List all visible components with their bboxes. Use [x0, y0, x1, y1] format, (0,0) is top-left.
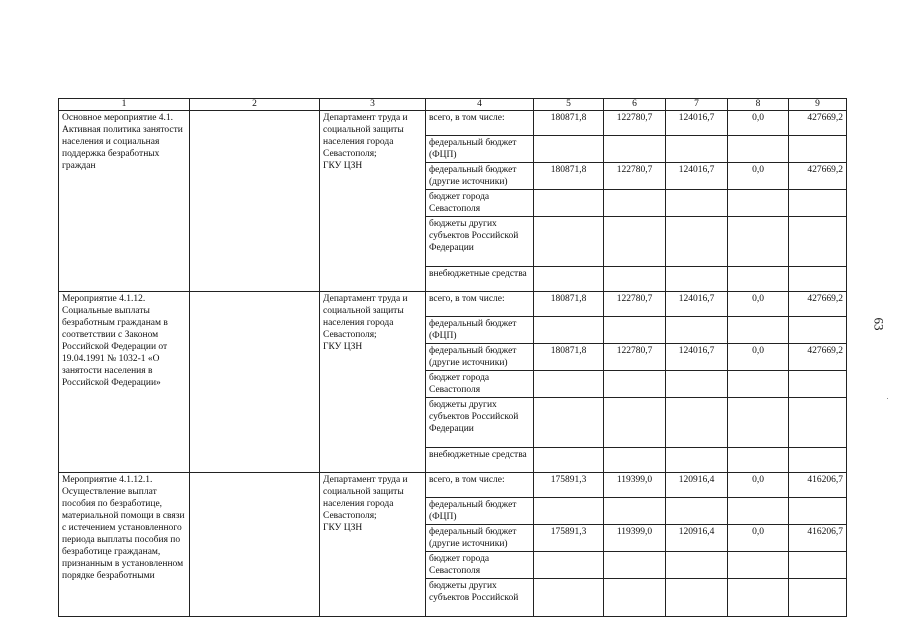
funding-source-cell: бюджет города Севастополя: [426, 371, 534, 398]
amount-cell-v9: [789, 217, 847, 267]
amount-cell-v9: [789, 448, 847, 473]
amount-cell-v5: [534, 317, 604, 344]
amount-cell-v8: [728, 317, 789, 344]
amount-cell-v6: 119399,0: [604, 473, 666, 498]
activity-cell: Мероприятие 4.1.12.1. Осуществление выплат пособия по безработице, материальной помощи в связи с истечением установленного периода выплаты пособия по безработице гражданам, признанным в установленном порядке безработными: [59, 473, 190, 617]
amount-cell-v6: [604, 498, 666, 525]
activity-cell: Мероприятие 4.1.12. Социальные выплаты безработным гражданам в соответствии с Законом Российской Федерации от 19.04.1991 № 1032-1 «О занятости населения в Российской Федерации»: [59, 292, 190, 473]
amount-cell-v5: [534, 267, 604, 292]
amount-cell-v9: 427669,2: [789, 344, 847, 371]
amount-cell-v9: [789, 317, 847, 344]
amount-cell-v8: [728, 448, 789, 473]
amount-cell-v6: [604, 371, 666, 398]
column-header: 6: [604, 99, 666, 111]
funding-source-cell: федеральный бюджет (другие источники): [426, 344, 534, 371]
amount-cell-v6: [604, 552, 666, 579]
amount-cell-v5: [534, 371, 604, 398]
amount-cell-v6: [604, 190, 666, 217]
table-row: [59, 292, 847, 317]
amount-cell-v8: 0,0: [728, 344, 789, 371]
amount-cell-v7: 124016,7: [666, 344, 728, 371]
amount-cell-v7: [666, 498, 728, 525]
amount-cell-v6: 122780,7: [604, 163, 666, 190]
amount-cell-v9: [789, 552, 847, 579]
funding-source-cell: всего, в том числе:: [426, 473, 534, 498]
amount-cell-v7: [666, 317, 728, 344]
table-row: [59, 473, 847, 498]
funding-source-cell: бюджеты других субъектов Российской Федерации: [426, 217, 534, 267]
budget-table: [58, 98, 847, 617]
column-header: 8: [728, 99, 789, 111]
amount-cell-v9: [789, 498, 847, 525]
amount-cell-v6: [604, 317, 666, 344]
funding-source-cell: федеральный бюджет (ФЦП): [426, 498, 534, 525]
column-header: 4: [426, 99, 534, 111]
amount-cell-v8: 0,0: [728, 163, 789, 190]
amount-cell-v7: [666, 371, 728, 398]
amount-cell-v9: [789, 398, 847, 448]
amount-cell-v5: 180871,8: [534, 344, 604, 371]
column-header: 9: [789, 99, 847, 111]
amount-cell-v6: [604, 136, 666, 163]
column-header: 3: [320, 99, 426, 111]
funding-source-cell: федеральный бюджет (другие источники): [426, 163, 534, 190]
funding-source-cell: внебюджетные средства: [426, 448, 534, 473]
column-header: 5: [534, 99, 604, 111]
amount-cell-v7: [666, 448, 728, 473]
amount-cell-v8: [728, 371, 789, 398]
column-2-cell: [190, 473, 320, 617]
amount-cell-v5: 175891,3: [534, 525, 604, 552]
amount-cell-v7: 124016,7: [666, 111, 728, 136]
column-header: 2: [190, 99, 320, 111]
amount-cell-v8: [728, 190, 789, 217]
amount-cell-v5: [534, 498, 604, 525]
executor-cell: Департамент труда и социальной защиты населения города Севастополя; ГКУ ЦЗН: [320, 473, 426, 617]
amount-cell-v9: [789, 267, 847, 292]
amount-cell-v7: [666, 136, 728, 163]
column-2-cell: [190, 111, 320, 292]
amount-cell-v7: [666, 190, 728, 217]
amount-cell-v6: 119399,0: [604, 525, 666, 552]
column-header: 7: [666, 99, 728, 111]
page-number: 63: [871, 317, 887, 331]
amount-cell-v6: [604, 267, 666, 292]
amount-cell-v8: [728, 267, 789, 292]
amount-cell-v5: [534, 217, 604, 267]
amount-cell-v7: [666, 398, 728, 448]
amount-cell-v7: 124016,7: [666, 292, 728, 317]
column-2-cell: [190, 292, 320, 473]
amount-cell-v9: [789, 579, 847, 617]
amount-cell-v8: 0,0: [728, 111, 789, 136]
funding-source-cell: всего, в том числе:: [426, 292, 534, 317]
amount-cell-v5: [534, 136, 604, 163]
funding-source-cell: федеральный бюджет (ФЦП): [426, 317, 534, 344]
amount-cell-v7: [666, 552, 728, 579]
amount-cell-v6: [604, 448, 666, 473]
executor-cell: Департамент труда и социальной защиты населения города Севастополя; ГКУ ЦЗН: [320, 292, 426, 473]
amount-cell-v8: 0,0: [728, 292, 789, 317]
amount-cell-v9: [789, 190, 847, 217]
amount-cell-v9: 427669,2: [789, 111, 847, 136]
amount-cell-v8: [728, 552, 789, 579]
amount-cell-v9: 416206,7: [789, 525, 847, 552]
amount-cell-v8: [728, 579, 789, 617]
amount-cell-v7: 120916,4: [666, 525, 728, 552]
amount-cell-v7: [666, 267, 728, 292]
amount-cell-v5: 175891,3: [534, 473, 604, 498]
amount-cell-v9: 416206,7: [789, 473, 847, 498]
amount-cell-v8: 0,0: [728, 525, 789, 552]
amount-cell-v9: [789, 371, 847, 398]
amount-cell-v9: 427669,2: [789, 163, 847, 190]
funding-source-cell: бюджет города Севастополя: [426, 552, 534, 579]
amount-cell-v8: [728, 398, 789, 448]
amount-cell-v7: [666, 579, 728, 617]
amount-cell-v8: 0,0: [728, 473, 789, 498]
executor-cell: Департамент труда и социальной защиты населения города Севастополя; ГКУ ЦЗН: [320, 111, 426, 292]
amount-cell-v5: [534, 579, 604, 617]
amount-cell-v6: [604, 217, 666, 267]
funding-source-cell: бюджеты других субъектов Российской: [426, 579, 534, 617]
amount-cell-v7: [666, 217, 728, 267]
funding-source-cell: бюджет города Севастополя: [426, 190, 534, 217]
funding-source-cell: всего, в том числе:: [426, 111, 534, 136]
amount-cell-v6: 122780,7: [604, 292, 666, 317]
amount-cell-v5: 180871,8: [534, 163, 604, 190]
scan-speck: [887, 398, 888, 399]
column-header: 1: [59, 99, 190, 111]
amount-cell-v8: [728, 136, 789, 163]
amount-cell-v9: [789, 136, 847, 163]
funding-source-cell: федеральный бюджет (другие источники): [426, 525, 534, 552]
amount-cell-v6: 122780,7: [604, 344, 666, 371]
amount-cell-v8: [728, 217, 789, 267]
funding-source-cell: бюджеты других субъектов Российской Федерации: [426, 398, 534, 448]
amount-cell-v9: 427669,2: [789, 292, 847, 317]
amount-cell-v8: [728, 498, 789, 525]
activity-cell: Основное мероприятие 4.1. Активная политика занятости населения и социальная поддержка безработных граждан: [59, 111, 190, 292]
amount-cell-v5: [534, 552, 604, 579]
amount-cell-v5: 180871,8: [534, 111, 604, 136]
amount-cell-v6: 122780,7: [604, 111, 666, 136]
amount-cell-v7: 124016,7: [666, 163, 728, 190]
amount-cell-v6: [604, 398, 666, 448]
amount-cell-v5: [534, 190, 604, 217]
funding-source-cell: федеральный бюджет (ФЦП): [426, 136, 534, 163]
column-number-row: [59, 99, 847, 111]
amount-cell-v7: 120916,4: [666, 473, 728, 498]
amount-cell-v5: [534, 398, 604, 448]
amount-cell-v6: [604, 579, 666, 617]
table-body: [59, 111, 847, 617]
funding-source-cell: внебюджетные средства: [426, 267, 534, 292]
table-row: [59, 111, 847, 136]
amount-cell-v5: [534, 448, 604, 473]
amount-cell-v5: 180871,8: [534, 292, 604, 317]
